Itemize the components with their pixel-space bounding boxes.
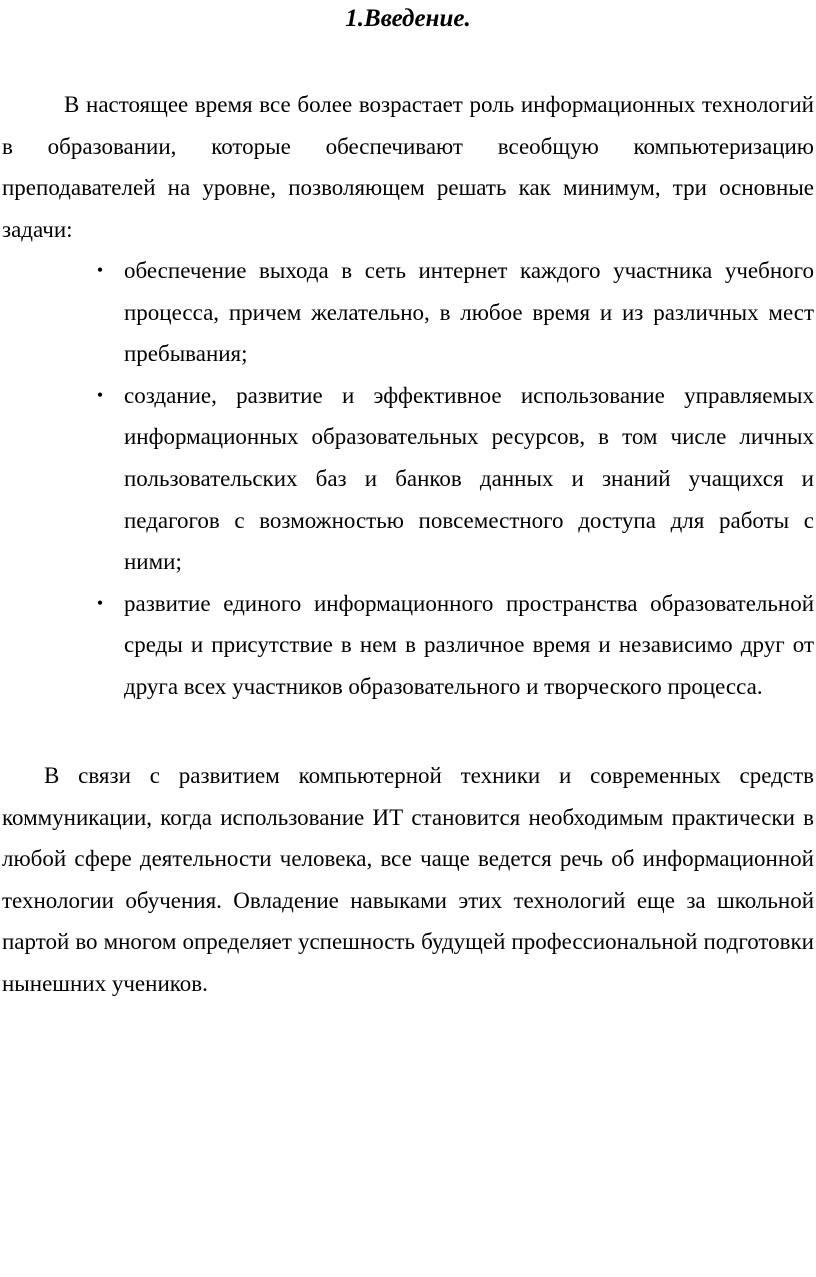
list-item [96, 250, 814, 375]
bullet-icon: • [96, 384, 104, 405]
list-item [96, 375, 814, 583]
list-item-text: развитие единого информационного пространства образовательной среды и присутствие в нем в различное время и независимо друг от друга всех участников образовательного и творческого процесса. [124, 590, 814, 699]
bullet-icon: • [96, 592, 104, 613]
task-list [0, 250, 816, 708]
page-title: 1.Введение. [345, 5, 471, 32]
closing-paragraph: В связи с развитием компьютерной техники и современных средств коммуникации, когда использование ИТ становится необходимым практически в любой сфере деятельности человека, все чаще ведется речь об информационной технологии обучения. Овладение навыками этих технологий еще за школьной партой во многом определяет успешность будущей профессиональной подготовки нынешних учеников. [2, 763, 814, 996]
list-item-text: создание, развитие и эффективное использование управляемых информационных образовательных ресурсов, в том числе личных пользовательских баз и банков данных и знаний учащихся и педагогов с возможностью повсеместного доступа для работы с ними; [124, 382, 814, 575]
list-item [96, 583, 814, 708]
list-item-text: обеспечение выхода в сеть интернет каждого участника учебного процесса, причем желательно, в любое время и из различных мест пребывания; [124, 258, 814, 367]
intro-paragraph: В настоящее время все более возрастает роль информационных технологий в образовании, которые обеспечивают всеобщую компьютеризацию преподавателей на уровне, позволяющем решать как минимум, три основные задачи: [2, 92, 814, 242]
bullet-icon: • [96, 260, 104, 280]
